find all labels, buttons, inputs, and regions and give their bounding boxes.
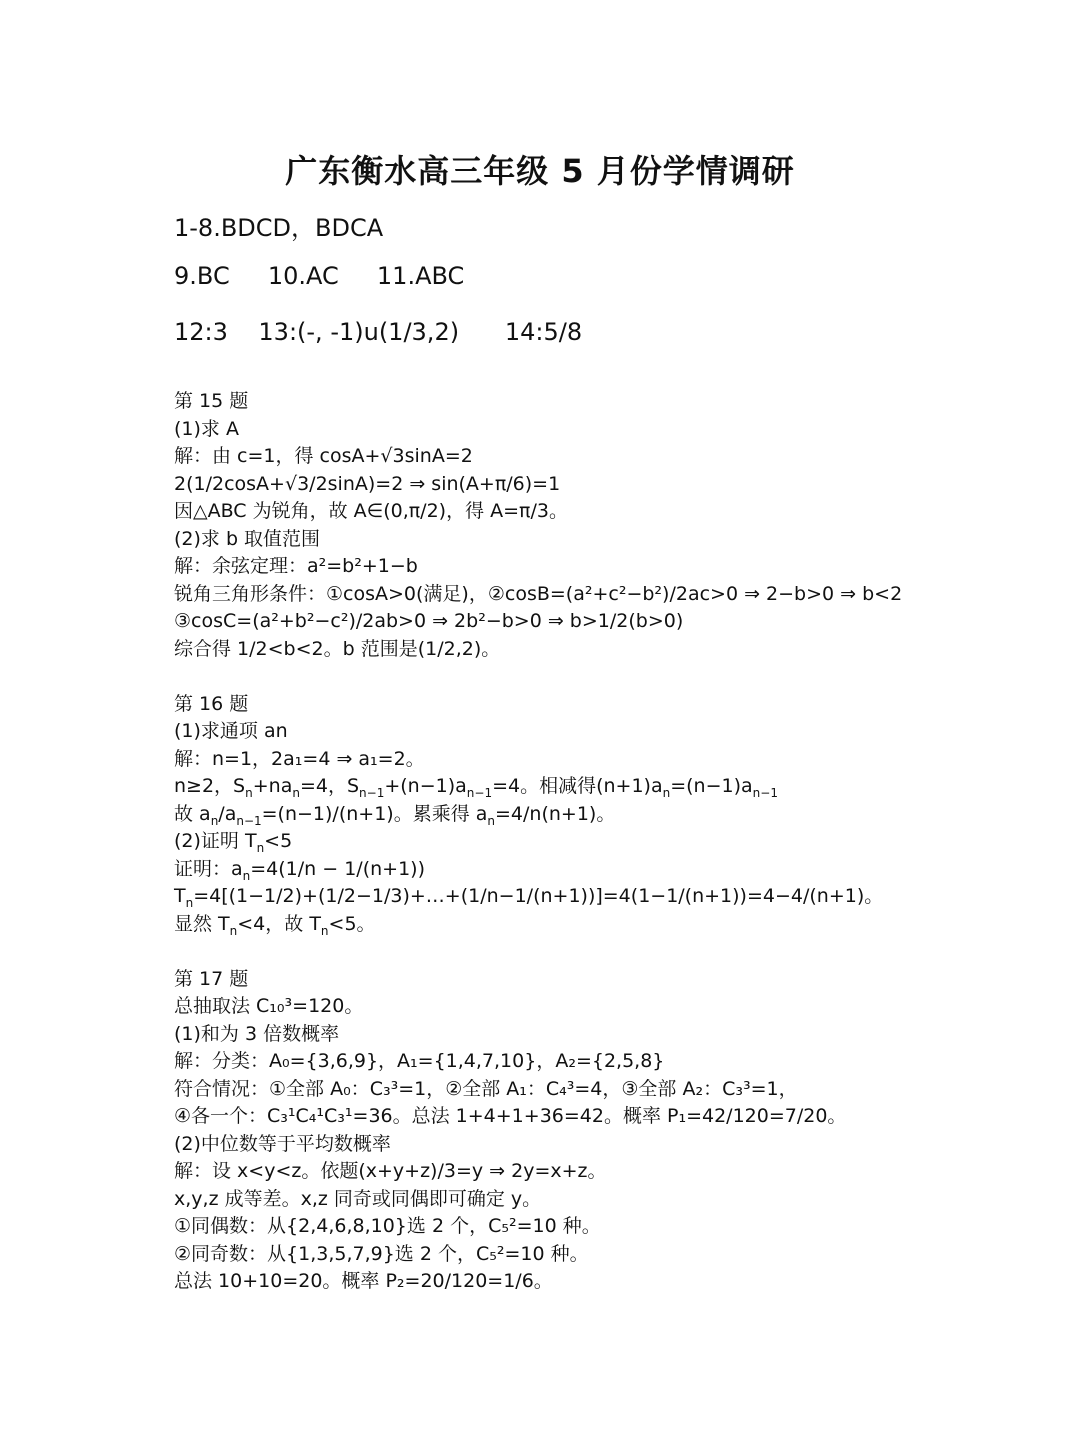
answers-1-8: 1-8.BDCD，BDCA (174, 214, 384, 242)
q16-part2: (2)证明 $T_n<5$ (174, 830, 293, 855)
q15-part2: (2)求 b 取值范围 (174, 527, 321, 550)
q17-line: ②同奇数：从{1,3,5,7,9}选 2 个，C₅²=10 种。 (174, 1242, 589, 1265)
q17-line: ①同偶数：从{2,4,6,8,10}选 2 个，C₅²=10 种。 (174, 1215, 601, 1237)
q16-line: $T_n=4[(1-1/2)+(1/2-1/3)+\dots+(1/n-1/(n+1))]=4(1-1/(n+1))=4-4/(n+1)$。 (174, 885, 884, 910)
q16-line: 显然 $T_n<4$，故 $T_n<5$。 (174, 912, 376, 938)
q16-line: 故 $a_n/a_{n-1}=(n-1)/(n+1)$。累乘得 $a_n=4/n(n+1)$。 (174, 802, 616, 828)
q16-line: 解：n=1，2a₁=4 ⇒ a₁=2。 (174, 747, 425, 770)
q16-part1: (1)求通项 an (174, 720, 288, 742)
q15-heading: 第 15 题 (174, 390, 249, 412)
q17-part2: (2)中位数等于平均数概率 (174, 1132, 391, 1155)
q17-line: 符合情况：①全部 A₀：C₃³=1，②全部 A₁：C₄³=4，③全部 A₂：C₃³=1， (174, 1077, 798, 1100)
q15-line: 综合得 1/2<b<2。b 范围是(1/2,2)。 (174, 637, 501, 660)
q15-line: ③cosC=(a²+b²−c²)/2ab>0 ⇒ 2b²−b>0 ⇒ b>1/2(b>0) (174, 610, 684, 632)
q17-line: 解：设 x<y<z。依题(x+y+z)/3=y ⇒ 2y=x+z。 (174, 1160, 607, 1182)
q17-heading: 第 17 题 (174, 967, 249, 990)
q15-line: 因△ABC 为锐角，故 A∈(0,π/2)，得 A=π/3。 (174, 500, 568, 522)
q17-line: 总抽取法 C₁₀³=120。 (174, 995, 364, 1017)
q16-heading: 第 16 题 (174, 692, 249, 715)
q17-part1: (1)和为 3 倍数概率 (174, 1022, 340, 1045)
q15-part1: (1)求 A (174, 417, 239, 440)
q15-line: 锐角三角形条件：①cosA>0(满足)，②cosB=(a²+c²−b²)/2ac>0 ⇒ 2−b>0 ⇒ b<2 (174, 582, 903, 605)
q17-line: 总法 10+10=20。概率 P₂=20/120=1/6。 (174, 1270, 553, 1292)
answers-12-14: 12:3 13:(-, -1)u(1/3,2) 14:5/8 (174, 318, 583, 346)
q17-line: ④各一个：C₃¹C₄¹C₃¹=36。总法 1+4+1+36=42。概率 P₁=42/120=7/20。 (174, 1105, 847, 1127)
solutions (174, 388, 1054, 1296)
q15-line: 2(1/2cosA+√3/2sinA)=2 ⇒ sin(A+π/6)=1 (174, 472, 561, 495)
page-title: 广东衡水高三年级 5 月份学情调研 (285, 152, 795, 190)
q16-line: n≥2，$S_n+na_n=4$，$S_{n-1}+(n-1)a_{n-1}=4$。相减得$(n+1)a_n=(n-1)a_{n-1}$ (174, 775, 778, 800)
q15-line: 解：由 c=1，得 cosA+√3sinA=2 (174, 445, 473, 467)
q16-line: 证明：$a_n=4(1/n - 1/(n+1))$ (174, 857, 425, 883)
answers-9-11: 9.BC 10.AC 11.ABC (174, 262, 465, 290)
q17-line: x,y,z 成等差。x,z 同奇或同偶即可确定 y。 (174, 1187, 542, 1210)
q17-line: 解：分类：A₀={3,6,9}，A₁={1,4,7,10}，A₂={2,5,8} (174, 1050, 665, 1072)
q15-line: 解：余弦定理：a²=b²+1−b (174, 555, 418, 577)
